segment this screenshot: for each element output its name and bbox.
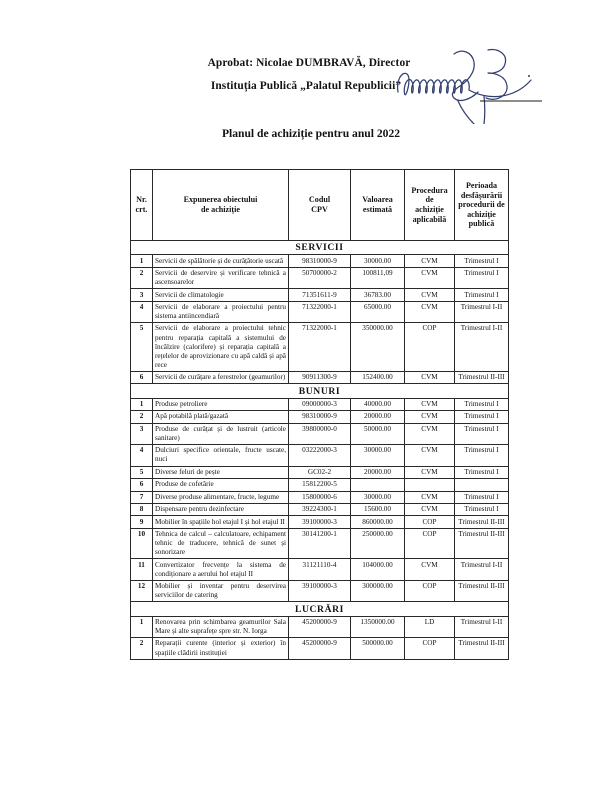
row-procedure-cell: LD	[405, 616, 455, 638]
row-cpv-cell: 39224300-1	[289, 503, 351, 515]
table-row	[131, 516, 509, 528]
column-header-period-line3: procedurii de	[458, 200, 505, 210]
table-row	[131, 323, 509, 372]
row-procedure-cell: CVM	[405, 445, 455, 467]
row-procedure-cell: CVM	[405, 491, 455, 503]
row-object-cell: Convertizator frecvențe la sistema de condiționare a aerului hol etajul II	[153, 559, 289, 581]
row-object-cell: Dulciuri specifice orientale, fructe uscate, nuci	[153, 445, 289, 467]
row-procedure-cell: CVM	[405, 423, 455, 445]
table-row	[131, 411, 509, 423]
row-value-cell: 30000.00	[351, 255, 405, 267]
column-header-object-line1: Expunerea obiectului	[183, 195, 258, 205]
row-number-cell: 2	[131, 638, 153, 660]
row-object-cell: Servicii de climatologie	[153, 289, 289, 301]
row-number-cell: 2	[131, 267, 153, 289]
table-row	[131, 479, 509, 491]
row-cpv-cell: 15812200-5	[289, 479, 351, 491]
row-object-cell: Tehnica de calcul – calculatoare, echipament tehnic de traducere, tehnică de sunet și sonorizare	[153, 528, 289, 559]
row-cpv-cell: 98310000-9	[289, 255, 351, 267]
row-object-cell: Mobilier și inventar pentru deservirea serviciilor de catering	[153, 580, 289, 602]
row-number-cell: 12	[131, 580, 153, 602]
row-value-cell: 40000.00	[351, 398, 405, 410]
section-title: LUCRĂRI	[131, 602, 509, 616]
row-number-cell: 1	[131, 398, 153, 410]
section-title: SERVICII	[131, 241, 509, 255]
row-period-cell: Trimestrul I-II	[455, 616, 509, 638]
row-cpv-cell: GC02-2	[289, 466, 351, 478]
row-object-cell: Servicii de elaborare a proiectului tehnic pentru reparația capitală a sistemului de încălzire (calorifere) și reparația capitală a rețelelor de aprovizionare cu apă caldă și apă rece	[153, 323, 289, 372]
column-header-procedure-line4: aplicabilă	[412, 214, 447, 224]
row-procedure-cell	[405, 479, 455, 491]
row-value-cell: 50000.00	[351, 423, 405, 445]
table-row	[131, 559, 509, 581]
row-period-cell: Trimestrul I	[455, 445, 509, 467]
row-value-cell: 30000.00	[351, 445, 405, 467]
row-procedure-cell: CVM	[405, 371, 455, 383]
section-banner-row	[131, 602, 509, 616]
row-cpv-cell: 90911300-9	[289, 371, 351, 383]
row-cpv-cell: 39800000-0	[289, 423, 351, 445]
row-period-cell: Trimestrul I	[455, 423, 509, 445]
row-number-cell: 10	[131, 528, 153, 559]
row-number-cell: 4	[131, 301, 153, 323]
table-row	[131, 638, 509, 660]
row-period-cell	[455, 479, 509, 491]
row-procedure-cell: COP	[405, 516, 455, 528]
table-body	[131, 241, 509, 660]
table-row	[131, 491, 509, 503]
row-number-cell: 8	[131, 503, 153, 515]
row-period-cell: Trimestrul II-III	[455, 516, 509, 528]
row-procedure-cell: CVM	[405, 255, 455, 267]
column-header-cpv-line1: Codul	[308, 195, 331, 205]
column-header-procedure	[405, 170, 455, 241]
table-row	[131, 398, 509, 410]
row-value-cell: 36783.00	[351, 289, 405, 301]
row-procedure-cell: COP	[405, 528, 455, 559]
row-period-cell: Trimestrul I	[455, 466, 509, 478]
section-title: BUNURI	[131, 384, 509, 398]
row-object-cell: Servicii de elaborare a proiectului pentru sistema antiincendiară	[153, 301, 289, 323]
row-value-cell: 20000.00	[351, 466, 405, 478]
row-value-cell: 250000.00	[351, 528, 405, 559]
column-header-procedure-line1: Procedura	[411, 185, 448, 195]
row-value-cell: 300000.00	[351, 580, 405, 602]
table-row	[131, 423, 509, 445]
procurement-plan-table	[130, 169, 509, 660]
row-object-cell: Produse petroliere	[153, 398, 289, 410]
row-object-cell: Servicii de spălătorie și de curățătorie uscată	[153, 255, 289, 267]
row-number-cell: 6	[131, 371, 153, 383]
row-value-cell: 500000.00	[351, 638, 405, 660]
row-number-cell: 1	[131, 616, 153, 638]
document-header	[0, 58, 612, 140]
row-procedure-cell: CVM	[405, 559, 455, 581]
column-header-period-line5: publică	[468, 219, 495, 229]
row-procedure-cell: CVM	[405, 289, 455, 301]
row-procedure-cell: CVM	[405, 267, 455, 289]
row-object-cell: Apă potabilă plată/gazată	[153, 411, 289, 423]
signature-dot-mark	[528, 75, 530, 77]
row-period-cell: Trimestrul I	[455, 411, 509, 423]
table-row	[131, 466, 509, 478]
column-header-value-line2: estimată	[362, 205, 393, 214]
column-header-procedure-line2: de	[425, 195, 434, 205]
row-period-cell: Trimestrul II-III	[455, 371, 509, 383]
table-row	[131, 503, 509, 515]
row-cpv-cell: 50700000-2	[289, 267, 351, 289]
row-cpv-cell: 39100000-3	[289, 516, 351, 528]
section-banner-row	[131, 384, 509, 398]
row-value-cell: 15600.00	[351, 503, 405, 515]
row-cpv-cell: 45200000-9	[289, 616, 351, 638]
row-object-cell: Produse de curățat și de lustruit (articole sanitare)	[153, 423, 289, 445]
row-period-cell: Trimestrul I	[455, 398, 509, 410]
row-cpv-cell: 45200000-9	[289, 638, 351, 660]
row-object-cell: Dispensare pentru dezinfectare	[153, 503, 289, 515]
table-row	[131, 616, 509, 638]
table-header	[131, 170, 509, 241]
column-header-period-line1: Perioada	[465, 181, 498, 191]
row-cpv-cell: 03222000-3	[289, 445, 351, 467]
row-number-cell: 6	[131, 479, 153, 491]
row-number-cell: 5	[131, 323, 153, 372]
column-header-period	[455, 170, 509, 241]
row-cpv-cell: 98310000-9	[289, 411, 351, 423]
column-header-nr	[131, 170, 153, 241]
row-number-cell: 5	[131, 466, 153, 478]
approval-director-line: Aprobat: Nicolae DUMBRAVĂ, Director	[207, 57, 411, 69]
row-number-cell: 3	[131, 423, 153, 445]
row-value-cell: 30000.00	[351, 491, 405, 503]
row-period-cell: Trimestrul I	[455, 491, 509, 503]
row-object-cell: Diverse produse alimentare, fructe, legume	[153, 491, 289, 503]
row-period-cell: Trimestrul I	[455, 289, 509, 301]
column-header-cpv-line2: CPV	[311, 205, 328, 214]
row-object-cell: Servicii de deservire și verificare tehnică a ascensoarelor	[153, 267, 289, 289]
row-value-cell: 104000.00	[351, 559, 405, 581]
row-object-cell: Reparații curente (interior și exterior) în spațiile clădirii instituției	[153, 638, 289, 660]
table-header-row	[131, 170, 509, 241]
column-header-nr-line2: crt.	[135, 205, 148, 214]
row-value-cell: 860000.00	[351, 516, 405, 528]
row-period-cell: Trimestrul I-II	[455, 323, 509, 372]
row-procedure-cell: CVM	[405, 503, 455, 515]
column-header-value	[351, 170, 405, 241]
row-value-cell: 1350000.00	[351, 616, 405, 638]
row-cpv-cell: 39100000-3	[289, 580, 351, 602]
column-header-period-line4: achiziție	[467, 209, 496, 219]
row-period-cell: Trimestrul I-II	[455, 559, 509, 581]
column-header-object-line2: de achiziție	[201, 205, 240, 214]
row-cpv-cell: 71351611-9	[289, 289, 351, 301]
table-row	[131, 371, 509, 383]
row-period-cell: Trimestrul II-III	[455, 528, 509, 559]
row-object-cell: Produse de cofetărie	[153, 479, 289, 491]
row-number-cell: 7	[131, 491, 153, 503]
row-value-cell	[351, 479, 405, 491]
section-banner-row	[131, 241, 509, 255]
row-number-cell: 4	[131, 445, 153, 467]
row-object-cell: Diverse feluri de pește	[153, 466, 289, 478]
row-value-cell: 152400.00	[351, 371, 405, 383]
row-object-cell: Servicii de curățare a ferestrelor (geamurilor)	[153, 371, 289, 383]
row-cpv-cell: 71322000-1	[289, 323, 351, 372]
row-procedure-cell: COP	[405, 638, 455, 660]
column-header-object	[153, 170, 289, 241]
row-procedure-cell: CVM	[405, 398, 455, 410]
row-period-cell: Trimestrul I-II	[455, 301, 509, 323]
row-period-cell: Trimestrul II-III	[455, 638, 509, 660]
institution-name-line: Instituția Publică „Palatul Republicii”	[210, 79, 402, 92]
row-number-cell: 1	[131, 255, 153, 267]
column-header-period-line2: desfășurării	[460, 190, 503, 200]
table-row	[131, 528, 509, 559]
table-row	[131, 580, 509, 602]
row-number-cell: 3	[131, 289, 153, 301]
table-row	[131, 267, 509, 289]
row-cpv-cell: 31121110-4	[289, 559, 351, 581]
row-number-cell: 9	[131, 516, 153, 528]
row-procedure-cell: CVM	[405, 301, 455, 323]
row-cpv-cell: 09000000-3	[289, 398, 351, 410]
row-period-cell: Trimestrul I	[455, 255, 509, 267]
row-value-cell: 65000.00	[351, 301, 405, 323]
row-period-cell: Trimestrul I	[455, 503, 509, 515]
column-header-nr-line1: Nr.	[136, 195, 147, 205]
row-object-cell: Mobilier în spațiile hol etajul I și hol etajul II	[153, 516, 289, 528]
table-row	[131, 301, 509, 323]
table-row	[131, 445, 509, 467]
row-cpv-cell: 15800000-6	[289, 491, 351, 503]
row-number-cell: 11	[131, 559, 153, 581]
row-period-cell: Trimestrul I	[455, 267, 509, 289]
row-procedure-cell: CVM	[405, 466, 455, 478]
row-procedure-cell: COP	[405, 323, 455, 372]
row-object-cell: Renovarea prin schimbarea geamurilor Sala Mare și alte suprafețe spre str. N. Iorga	[153, 616, 289, 638]
row-cpv-cell: 71322000-1	[289, 301, 351, 323]
page-title: Planul de achiziție pentru anul 2022	[221, 126, 401, 140]
row-period-cell: Trimestrul II-III	[455, 580, 509, 602]
row-value-cell: 100811,09	[351, 267, 405, 289]
table-row	[131, 289, 509, 301]
row-cpv-cell: 30141200-1	[289, 528, 351, 559]
row-value-cell: 350000.00	[351, 323, 405, 372]
row-number-cell: 2	[131, 411, 153, 423]
column-header-cpv	[289, 170, 351, 241]
row-value-cell: 20000.00	[351, 411, 405, 423]
column-header-value-line1: Valoarea	[362, 195, 393, 205]
row-procedure-cell: COP	[405, 580, 455, 602]
table-row	[131, 255, 509, 267]
row-procedure-cell: CVM	[405, 411, 455, 423]
column-header-procedure-line3: achiziție	[415, 205, 444, 214]
